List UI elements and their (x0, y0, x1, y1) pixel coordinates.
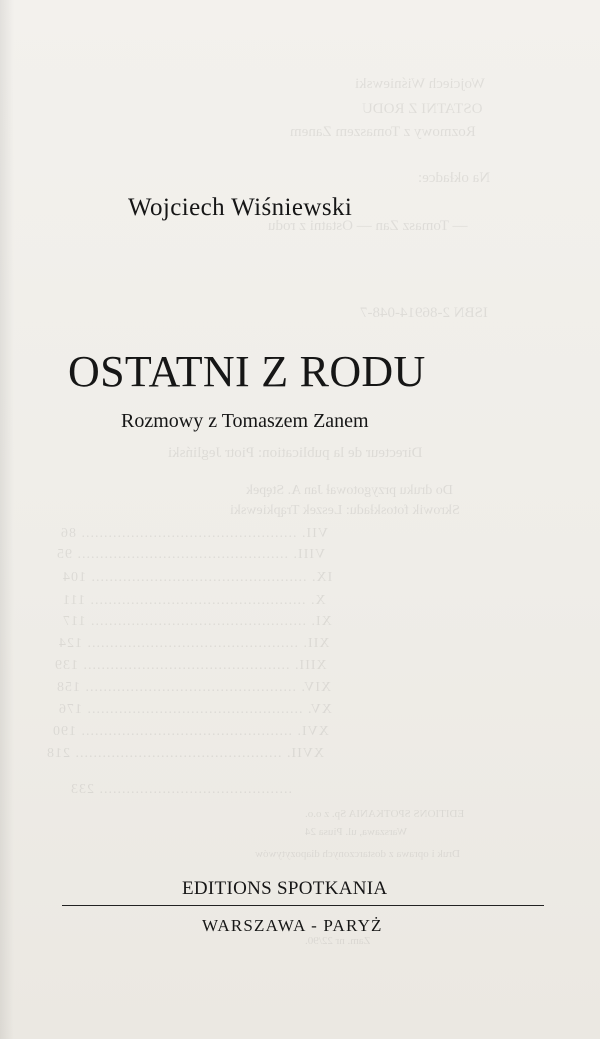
bleed-through: XV. ................................................ 176 (58, 702, 332, 717)
bleed-through: OSTATNI Z RODU (362, 101, 483, 117)
page-edge-shadow (0, 0, 14, 1039)
book-subtitle: Rozmowy z Tomaszem Zanem (121, 410, 369, 432)
bleed-through: XIII. .............................................. 139 (54, 658, 327, 673)
bleed-through: XI. ................................................ 117 (62, 614, 332, 629)
publication-place: WARSZAWA - PARYŻ (202, 916, 383, 935)
bleed-through: XVI. ............................................... 190 (52, 724, 329, 739)
bleed-through: Zam. nr 22/90. (305, 935, 371, 947)
bleed-through: ISBN 2-86914-048-7 (360, 305, 488, 321)
bleed-through: — Tomasz Zan — Ostatni z rodu (268, 218, 468, 234)
bleed-through: Skrowik fotoskładu: Leszek Trąpkiewski (230, 503, 460, 518)
bleed-through: Na okładce: (418, 170, 491, 186)
bleed-through: Warszawa, ul. Piusa 24 (305, 826, 408, 838)
bleed-through: Rozmowy z Tomaszem Zanem (290, 124, 476, 140)
bleed-through: Directeur de la publication: Piotr Jegliński (168, 445, 423, 461)
divider-rule (62, 905, 544, 906)
bleed-through: XVII. .............................................. 218 (46, 746, 325, 761)
author-name: Wojciech Wiśniewski (128, 194, 353, 221)
bleed-through: Do druku przygotował Jan A. Stępek (246, 483, 453, 498)
bleed-through: EDITIONS SPOTKANIA Sp. z o.o. (305, 808, 465, 820)
bleed-through: XIV. ............................................... 158 (56, 680, 332, 695)
bleed-through: VII. ................................................ 86 (60, 526, 328, 541)
bleed-through: Druk i oprawa z dostarczonych diapozytywów (255, 848, 460, 860)
bleed-through: VIII. ............................................... 95 (56, 547, 326, 562)
bleed-through: Wojciech Wiśniewski (355, 76, 485, 92)
book-title: OSTATNI Z RODU (68, 347, 426, 396)
publisher-name: EDITIONS SPOTKANIA (182, 878, 388, 899)
bleed-through: IX. ................................................ 104 (62, 570, 333, 585)
bleed-through: X. ................................................ 111 (62, 593, 326, 608)
bleed-through: ........................................... 233 (70, 782, 292, 797)
bleed-through: XII. ............................................... 124 (58, 636, 330, 651)
